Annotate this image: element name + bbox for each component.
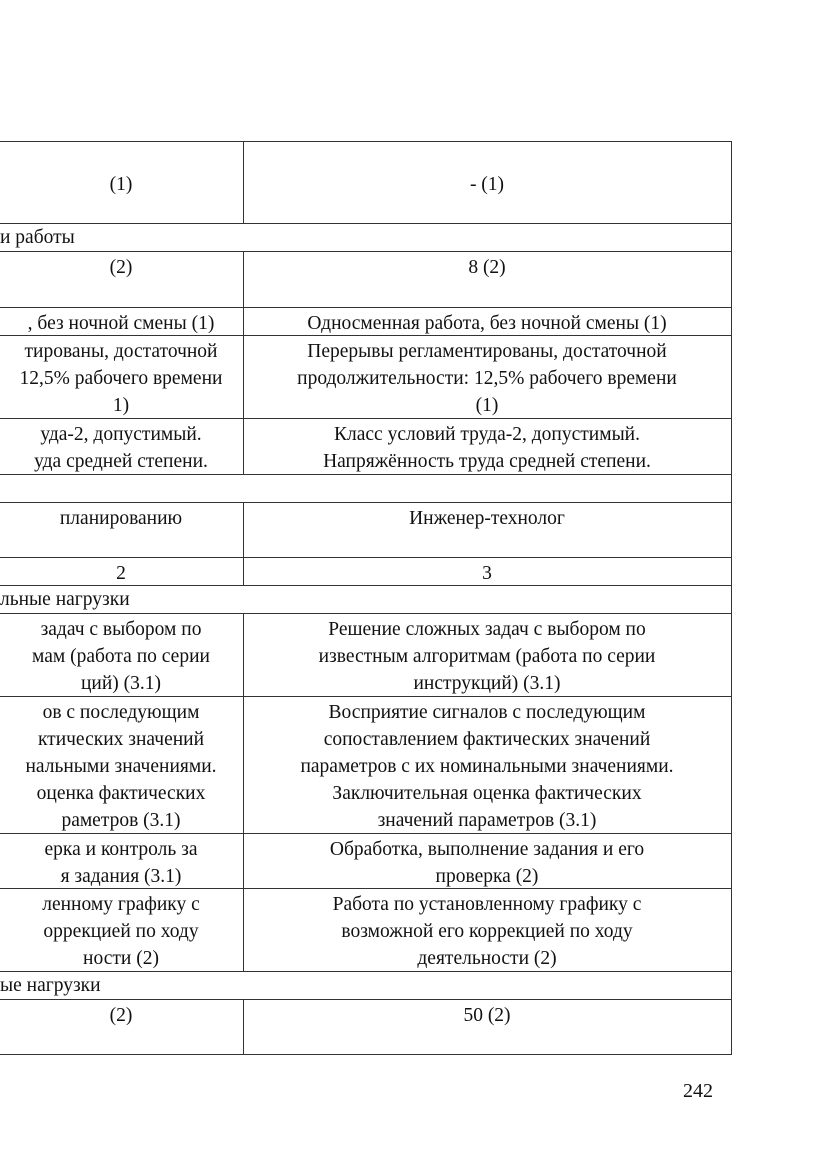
cell-line: ленному графику с bbox=[42, 894, 200, 915]
section-header: льные нагрузки bbox=[0, 589, 130, 610]
cell-line: Напряжённость труда средней степени. bbox=[323, 451, 651, 472]
row-divider bbox=[0, 307, 732, 308]
row-divider bbox=[0, 502, 732, 503]
cell-line: я задания (3.1) bbox=[60, 866, 182, 887]
cell-line: 1) bbox=[112, 395, 130, 416]
right-cell bbox=[187, 616, 787, 697]
cell-line: ов с последующим bbox=[42, 702, 200, 723]
cell-line: (2) bbox=[109, 257, 133, 278]
cell-line: , без ночной смены (1) bbox=[27, 313, 215, 334]
cell-line: известным алгоритмам (работа по серии bbox=[318, 646, 656, 667]
cell-line: Обработка, выполнение задания и его bbox=[329, 839, 645, 860]
cell-line: (1) bbox=[475, 395, 499, 416]
cell-line: нальными значениями. bbox=[25, 756, 217, 777]
section-header: и работы bbox=[0, 227, 75, 248]
cell-line: сопоставлением фактических значений bbox=[323, 729, 651, 750]
right-cell bbox=[187, 699, 787, 834]
cell-line: Работа по установленному графику с bbox=[332, 894, 642, 915]
right-cell bbox=[187, 254, 787, 281]
right-cell bbox=[187, 891, 787, 972]
cell-line: Решение сложных задач с выбором по bbox=[328, 619, 646, 640]
row-divider bbox=[0, 1054, 732, 1055]
cell-line: деятельности (2) bbox=[417, 948, 557, 969]
cell-line: уда-2, допустимый. bbox=[40, 424, 202, 445]
cell-line: значений параметров (3.1) bbox=[377, 810, 597, 831]
right-cell bbox=[187, 1002, 787, 1029]
cell-line: проверка (2) bbox=[435, 866, 539, 887]
cell-line: ктических значений bbox=[37, 729, 205, 750]
row-divider bbox=[0, 251, 732, 252]
section-header: ые нагрузки bbox=[0, 975, 101, 996]
cell-line: планированию bbox=[59, 508, 183, 529]
cell-line: ности (2) bbox=[83, 948, 159, 969]
row-divider bbox=[0, 557, 732, 558]
cell-line: 8 (2) bbox=[468, 257, 506, 278]
cell-line: оценка фактических bbox=[36, 783, 206, 804]
cell-line: Перерывы регламентированы, достаточной bbox=[307, 341, 667, 362]
cell-line: (1) bbox=[109, 174, 133, 195]
cell-line: возможной его коррекцией по ходу bbox=[341, 921, 633, 942]
cell-line: уда средней степени. bbox=[34, 451, 208, 472]
cell-line: Инженер-технолог bbox=[409, 508, 565, 529]
cell-line: 50 (2) bbox=[463, 1005, 511, 1026]
cell-line: 12,5% рабочего времени bbox=[19, 368, 223, 389]
cell-line: 3 bbox=[482, 563, 492, 584]
cell-line: 2 bbox=[116, 563, 126, 584]
cell-line: ерка и контроль за bbox=[44, 839, 198, 860]
right-cell bbox=[187, 310, 787, 337]
row-divider bbox=[0, 999, 732, 1000]
cell-line: продолжительности: 12,5% рабочего времени bbox=[297, 368, 677, 389]
cell-line: - (1) bbox=[469, 174, 505, 195]
right-cell bbox=[187, 338, 787, 419]
cell-line: Односменная работа, без ночной смены (1) bbox=[307, 313, 667, 334]
cell-line: мам (работа по серии bbox=[32, 646, 210, 667]
right-cell bbox=[187, 836, 787, 890]
page-number: 242 bbox=[683, 1080, 713, 1102]
right-cell bbox=[187, 421, 787, 475]
row-divider bbox=[0, 613, 732, 614]
cell-line: задач с выбором по bbox=[40, 619, 202, 640]
right-cell bbox=[187, 171, 787, 198]
cell-line: раметров (3.1) bbox=[61, 810, 181, 831]
row-divider bbox=[0, 141, 732, 142]
right-cell bbox=[187, 505, 787, 532]
cell-line: инструкций) (3.1) bbox=[413, 673, 561, 694]
row-divider bbox=[0, 223, 732, 224]
cell-line: Класс условий труда-2, допустимый. bbox=[334, 424, 640, 445]
cell-line: параметров с их номинальными значениями. bbox=[300, 756, 674, 777]
cell-line: (2) bbox=[109, 1005, 133, 1026]
cell-line: ций) (3.1) bbox=[80, 673, 162, 694]
cell-line: Заключительная оценка фактических bbox=[332, 783, 642, 804]
cell-line: тированы, достаточной bbox=[24, 341, 218, 362]
cell-line: оррекцией по ходу bbox=[43, 921, 199, 942]
right-cell bbox=[187, 560, 787, 587]
cell-line: Восприятие сигналов с последующим bbox=[328, 702, 646, 723]
